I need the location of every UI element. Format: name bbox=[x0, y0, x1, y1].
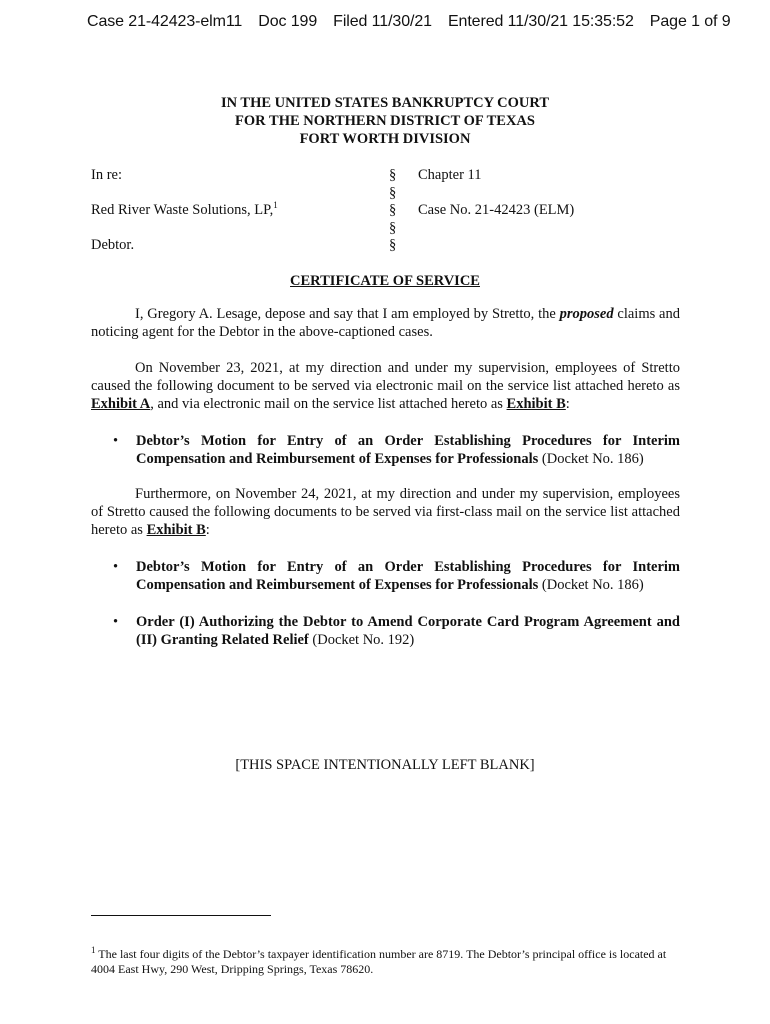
court-line-3: FORT WORTH DIVISION bbox=[299, 131, 471, 147]
exhibit-b-ref: Exhibit B bbox=[506, 396, 566, 412]
header-entered-date: Entered 11/30/21 15:35:52 bbox=[447, 13, 634, 30]
caption-case-number: Case No. 21-42423 (ELM) bbox=[418, 202, 575, 219]
section-sign: § bbox=[389, 219, 397, 236]
served-documents-list-1 bbox=[91, 432, 680, 487]
footnote-text: The last four digits of the Debtor’s taxpayer identification number are 8719. The Debtor’s principal office is located at 4004 East Hwy, 290 West, Dripping Springs, Texas 78620. bbox=[91, 947, 667, 976]
caption-in-re: In re: bbox=[91, 167, 122, 183]
exhibit-a-ref: Exhibit A bbox=[91, 396, 151, 412]
section-sign: § bbox=[389, 237, 397, 254]
paragraph-declarant bbox=[91, 305, 680, 341]
court-heading bbox=[0, 94, 770, 148]
para2-text-b: , and via electronic mail on the service list attached hereto as bbox=[150, 396, 507, 412]
paragraph-service-nov23 bbox=[91, 359, 680, 413]
document-name: Debtor’s Motion for Entry of an Order Establishing Procedures for Interim Compensation and Reimbursement of Expenses for Professionals bbox=[136, 433, 680, 467]
court-line-1: IN THE UNITED STATES BANKRUPTCY COURT bbox=[220, 95, 550, 111]
bullet-icon: • bbox=[113, 614, 119, 630]
footnote bbox=[91, 947, 681, 977]
para3-text-a: Furthermore, on November 24, 2021, at my direction and under my supervision, employees of Stretto caused the following documents to be served via first-class mail on the service list attached hereto as bbox=[91, 486, 680, 538]
caption-case-info bbox=[418, 166, 678, 219]
section-sign: § bbox=[389, 167, 397, 183]
document-name: Order (I) Authorizing the Debtor to Amend Corporate Card Program Agreement and (II) Granting Related Relief bbox=[136, 614, 680, 648]
docket-number: (Docket No. 186) bbox=[538, 577, 644, 593]
para1-text-a: I, Gregory A. Lesage, depose and say that I am employed by Stretto, the bbox=[135, 306, 560, 322]
para1-emphasis: proposed bbox=[559, 306, 614, 322]
caption-debtor-name: Red River Waste Solutions, LP, bbox=[91, 202, 274, 219]
list-item bbox=[91, 613, 680, 649]
document-title: CERTIFICATE OF SERVICE bbox=[290, 273, 480, 289]
para2-text-a: On November 23, 2021, at my direction and under my supervision, employees of Stretto caused the following document to be served via electronic mail on the service list attached hereto as bbox=[91, 360, 680, 394]
footnote-divider bbox=[91, 915, 271, 916]
served-documents-list-2 bbox=[91, 558, 680, 668]
paragraph-service-nov24 bbox=[91, 485, 680, 539]
caption-parties bbox=[91, 166, 381, 254]
blank-space-notice: [THIS SPACE INTENTIONALLY LEFT BLANK] bbox=[235, 757, 535, 773]
court-line-2: FOR THE NORTHERN DISTRICT OF TEXAS bbox=[235, 113, 535, 129]
para2-text-c: : bbox=[565, 396, 570, 412]
docket-number: (Docket No. 192) bbox=[308, 632, 415, 648]
caption-spacer bbox=[91, 184, 381, 202]
exhibit-b-ref: Exhibit B bbox=[146, 522, 206, 538]
header-filed-date: Filed 11/30/21 bbox=[333, 13, 432, 30]
header-case-number: Case 21-42423-elm11 bbox=[87, 13, 243, 30]
para3-text-b: : bbox=[205, 522, 210, 538]
caption-section-column bbox=[389, 166, 409, 254]
bullet-icon: • bbox=[113, 559, 119, 575]
docket-number: (Docket No. 186) bbox=[538, 451, 644, 467]
caption-debtor-label: Debtor. bbox=[91, 237, 135, 254]
document-name: Debtor’s Motion for Entry of an Order Establishing Procedures for Interim Compensation and Reimbursement of Expenses for Professionals bbox=[136, 559, 680, 593]
list-item bbox=[91, 432, 680, 468]
para1-text-b: claims and noticing agent for the Debtor in the above-captioned cases. bbox=[91, 306, 680, 340]
caption-spacer bbox=[91, 219, 381, 237]
header-doc-number: Doc 199 bbox=[258, 13, 318, 30]
bullet-icon: • bbox=[113, 433, 119, 449]
header-page-number: Page 1 of 9 bbox=[649, 13, 731, 30]
caption-spacer bbox=[418, 184, 678, 202]
filing-header bbox=[87, 13, 731, 31]
list-item bbox=[91, 558, 680, 594]
caption-debtor-name-row bbox=[91, 201, 381, 219]
footnote-mark: 1 bbox=[91, 945, 96, 955]
footnote-mark-ref: 1 bbox=[273, 200, 278, 211]
caption-chapter: Chapter 11 bbox=[418, 167, 482, 183]
section-sign: § bbox=[389, 202, 397, 219]
section-sign: § bbox=[389, 184, 397, 201]
